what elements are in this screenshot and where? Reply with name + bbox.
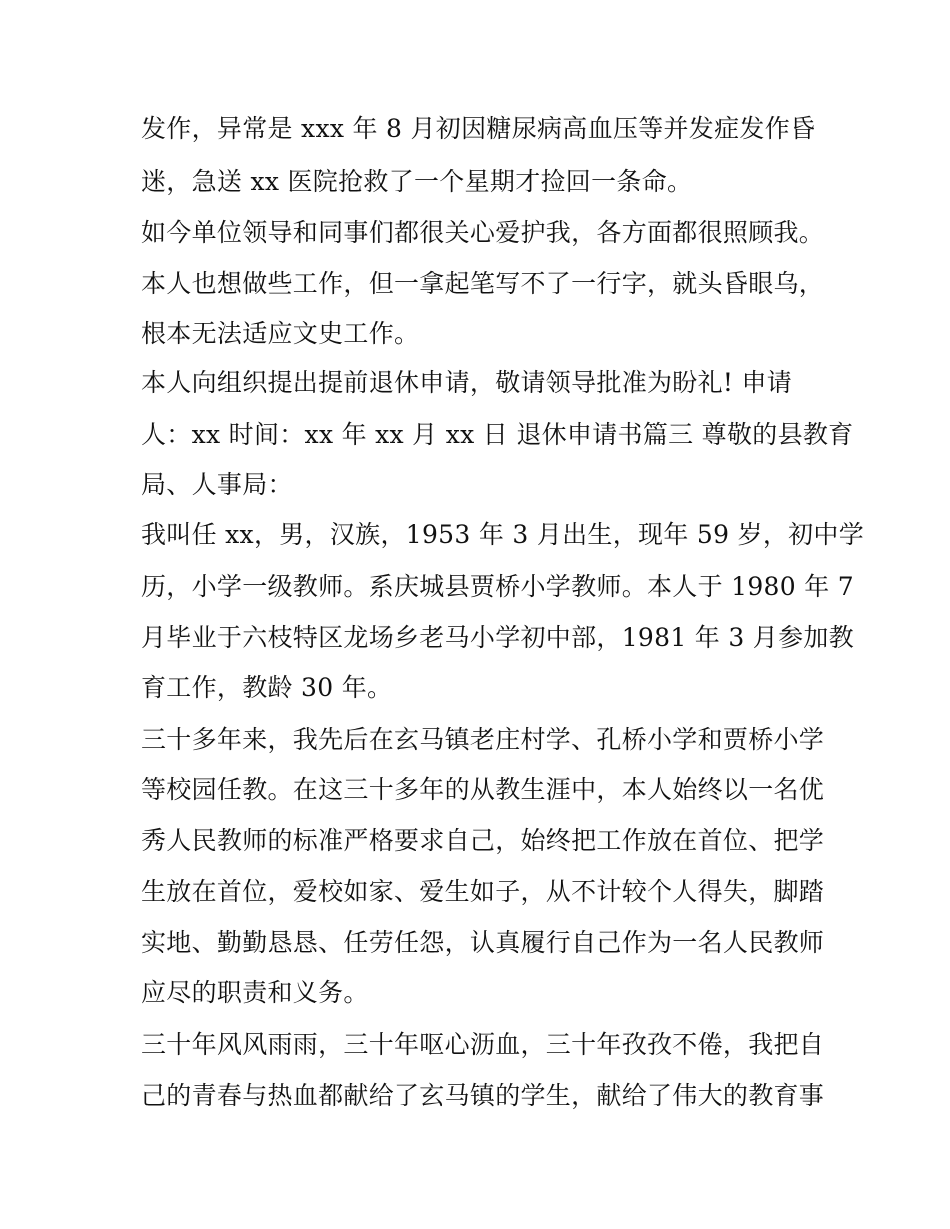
- text-line: 生放在首位，爱校如家、爱生如子，从不计较个人得失，脚踏: [141, 877, 825, 906]
- text-line: 育工作，教龄 30 年。: [141, 673, 393, 702]
- text-line: 人：xx 时间：xx 年 xx 月 xx 日 退休申请书篇三 尊敬的县教育: [141, 420, 854, 449]
- text-line: 应尽的职责和义务。: [141, 978, 369, 1007]
- text-line: 实地、勤勤恳恳、任劳任怨，认真履行自己作为一名人民教师: [141, 928, 825, 957]
- text-line: 发作，异常是 xxx 年 8 月初因糖尿病高血压等并发症发作昏: [141, 114, 816, 143]
- text-line: 我叫任 xx，男，汉族，1953 年 3 月出生，现年 59 岁，初中学: [141, 520, 865, 549]
- text-line: 迷，急送 xx 医院抢救了一个星期才捡回一条命。: [141, 167, 693, 196]
- text-line: 局、人事局：: [141, 470, 293, 499]
- text-line: 如今单位领导和同事们都很关心爱护我，各方面都很照顾我。: [141, 218, 825, 247]
- text-line: 等校园任教。在这三十多年的从教生涯中，本人始终以一名优: [141, 775, 825, 804]
- text-line: 月毕业于六枝特区龙场乡老马小学初中部，1981 年 3 月参加教: [141, 623, 854, 652]
- text-line: 秀人民教师的标准严格要求自己，始终把工作放在首位、把学: [141, 826, 825, 855]
- text-line: 三十年风风雨雨，三十年呕心沥血，三十年孜孜不倦，我把自: [141, 1030, 825, 1059]
- text-line: 根本无法适应文史工作。: [141, 319, 420, 348]
- text-line: 历，小学一级教师。系庆城县贾桥小学教师。本人于 1980 年 7: [141, 572, 854, 601]
- text-line: 本人也想做些工作，但一拿起笔写不了一行字，就头昏眼乌，: [141, 269, 825, 298]
- text-line: 本人向组织提出提前退休申请，敬请领导批准为盼礼! 申请: [141, 368, 793, 397]
- text-line: 己的青春与热血都献给了玄马镇的学生，献给了伟大的教育事: [141, 1081, 825, 1110]
- text-line: 三十多年来，我先后在玄马镇老庄村学、孔桥小学和贾桥小学: [141, 725, 825, 754]
